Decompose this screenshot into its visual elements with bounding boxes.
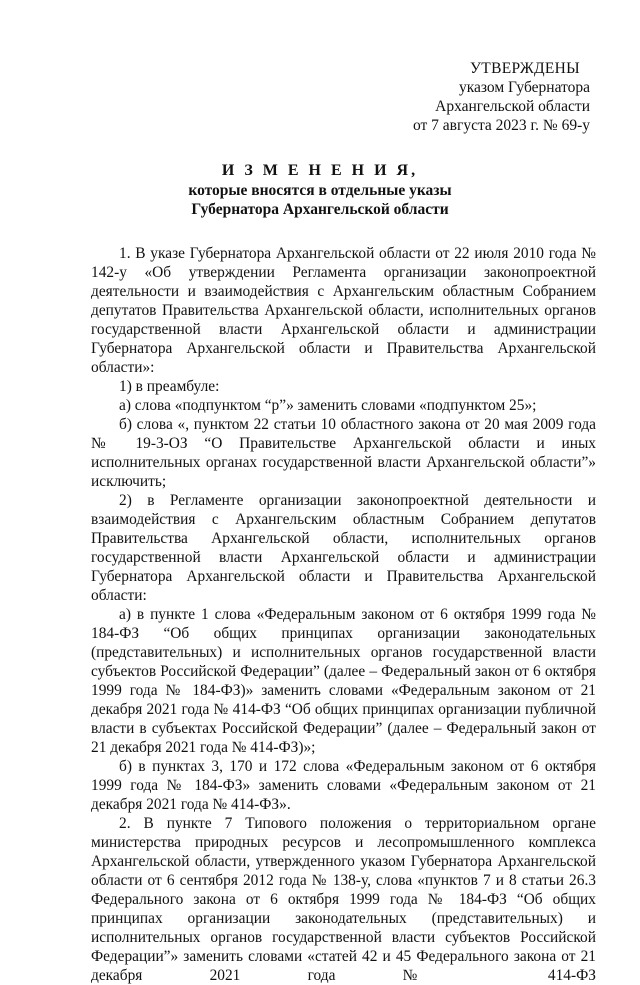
approval-line-date: от 7 августа 2023 г. № 69-у — [412, 117, 590, 134]
paragraph-1-1-b: б) слова «, пунктом 22 статьи 10 областного закона от 20 мая 2009 года № 19-3-ОЗ “О Правительстве Архангельской области и иных исполнительных органах государственной власти Архангельской области”» исключить; — [91, 416, 596, 490]
document-heading — [0, 161, 640, 219]
approval-stamp — [380, 59, 590, 135]
heading-subtitle-2: Губернатора Архангельской области — [191, 201, 449, 218]
paragraph-1: 1. В указе Губернатора Архангельской области от 22 июля 2010 года № 142-у «Об утверждении Регламента организации законопроектной деятельности и взаимодействия с Архангельским областным Собранием депутатов Правительства Архангельской области, исполнительных органов государственной власти Архангельской области и администрации Губернатора Архангельской области и Правительства Архангельской области»: — [91, 245, 596, 376]
paragraph-1-1-a: а) слова «подпунктом “р”» заменить словами «подпунктом 25»; — [119, 397, 537, 414]
paragraph-1-1: 1) в преамбуле: — [119, 378, 220, 395]
document-body — [91, 244, 596, 985]
paragraph-1-2-b: б) в пунктах 3, 170 и 172 слова «Федеральным законом от 6 октября 1999 года № 184-ФЗ» заменить словами «Федеральным законом от 21 декабря 2021 года № 414-ФЗ». — [91, 758, 596, 813]
heading-title: И З М Е Н Е Н И Я, — [221, 162, 419, 179]
paragraph-1-2: 2) в Регламенте организации законопроектной деятельности и взаимодействия с Архангельским областным Собранием депутатов Правительства Архангельской области, исполнительных органов государственной власти Архангельской области и администрации Губернатора Архангельской области и Правительства Архангельской области: — [91, 492, 596, 604]
approval-line-region: Архангельской области — [435, 98, 590, 115]
paragraph-2: 2. В пункте 7 Типового положения о территориальном органе министерства природных ресурсов и лесопромышленного комплекса Архангельской области, утвержденного указом Губернатора Архангельской области от 6 сентября 2012 года № 138-у, слова «пунктов 7 и 8 статьи 26.3 Федерального закона от 6 октября 1999 года № 184-ФЗ “Об общих принципах организации законодательных (представительных) и исполнительных органов государственной власти субъектов Российской Федерации”» заменить словами «статей 42 и 45 Федерального закона от 21 декабря 2021 года № 414-ФЗ — [91, 815, 596, 984]
paragraph-1-2-a: а) в пункте 1 слова «Федеральным законом от 6 октября 1999 года № 184-ФЗ “Об общих принципах организации законодательных (представительных) и исполнительных органов государственной власти субъектов Российской Федерации” (далее – Федеральный закон от 6 октября 1999 года № 184-ФЗ)» заменить словами «Федеральным законом от 21 декабря 2021 года № 414-ФЗ “Об общих принципах организации публичной власти в субъектах Российской Федерации” (далее – Федеральный закон от 21 декабря 2021 года № 414-ФЗ)»; — [91, 606, 596, 756]
approval-title: УТВЕРЖДЕНЫ — [470, 60, 580, 77]
heading-subtitle-1: которые вносятся в отдельные указы — [188, 182, 452, 199]
approval-line-decree: указом Губернатора — [458, 79, 590, 96]
